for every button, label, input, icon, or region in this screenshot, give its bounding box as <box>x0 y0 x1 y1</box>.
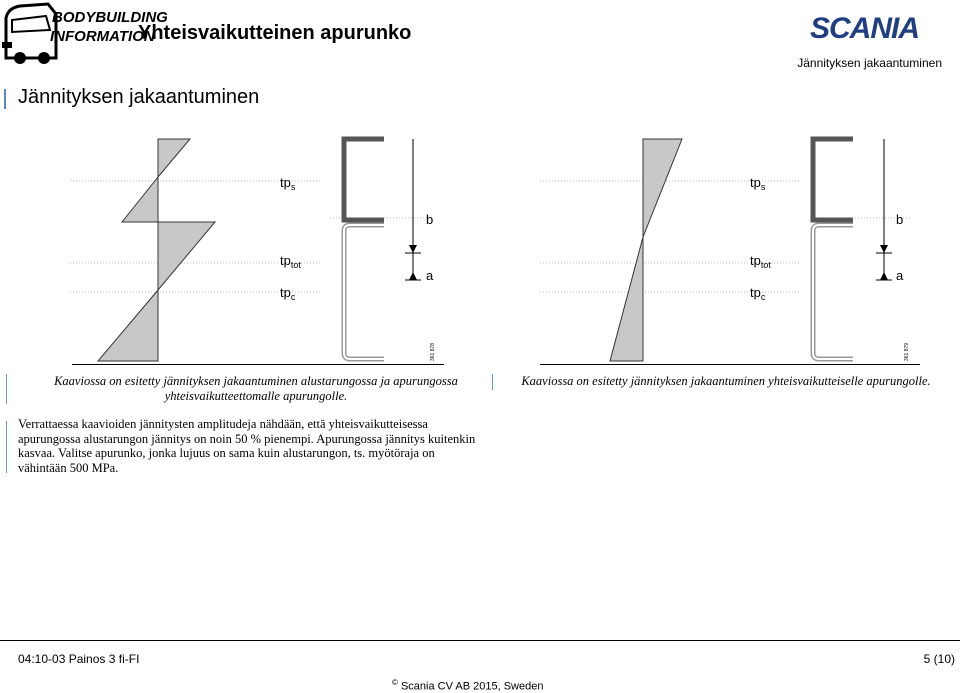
label-a: a <box>896 268 904 283</box>
copyright-symbol: © <box>392 678 398 687</box>
stress-area-lower-tension <box>158 222 215 290</box>
stress-area-upper-compression <box>122 177 158 222</box>
copyright: © Scania CV AB 2015, Sweden <box>392 678 544 693</box>
bodybuilding-information-logo <box>0 0 168 71</box>
stress-diagram-right <box>480 125 960 365</box>
label-a: a <box>426 268 434 283</box>
label-tpc: $tp_c$ <box>280 285 296 302</box>
figure-caption-right: Kaaviossa on esitetty jännityksen jakaantuminen yhteisvaikutteiselle apurungolle. <box>521 374 931 388</box>
stress-area-lower <box>98 290 158 361</box>
label-tps: $tp_s$ <box>280 175 296 192</box>
section-title: Jännityksen jakaantuminen <box>18 86 260 108</box>
stress-area-compression <box>610 237 643 361</box>
label-b: b <box>426 212 434 227</box>
stress-area-upper <box>158 139 190 177</box>
label-tptot: $tp_{tot}$ <box>750 253 771 270</box>
change-bar <box>6 421 7 473</box>
label-tptot: $tp_{tot}$ <box>280 253 301 270</box>
body-paragraph: Verrattaessa kaavioiden jännitysten amplitudeja nähdään, että yhteisvaikutteisessa apurungossa alustarungon jännitys on noin 50 % pienempi. Apurungossa jännitys kuitenkin kasvaa. Valitse apurunko, jonka lujuus on sama kuin alustarungon, ts. myötöraja on vähintään 500 MPa. <box>18 417 476 475</box>
subframe-profile-lower <box>813 225 853 359</box>
stress-area-tension <box>643 139 682 237</box>
footer-rule <box>0 640 960 641</box>
figure-baseline-left <box>72 364 444 365</box>
change-bar <box>6 374 7 404</box>
label-b: b <box>896 212 904 227</box>
label-tps: $tp_s$ <box>750 175 766 192</box>
page-number: 5 (10) <box>923 652 955 666</box>
header-section-label: Jännityksen jakaantuminen <box>797 56 942 70</box>
document-id: 04:10-03 Painos 3 fi-FI <box>18 652 140 666</box>
stress-diagram-left <box>0 125 480 365</box>
frame-profile-upper <box>813 139 853 220</box>
figure-stamp: 361 878 <box>430 342 436 361</box>
scania-wordmark: SCANIA <box>810 12 920 45</box>
figure-stamp: 361 879 <box>904 342 910 361</box>
logo-text-line1: BODYBUILDING <box>52 9 168 26</box>
figure-caption-left: Kaaviossa on esitetty jännityksen jakaantuminen alustarungossa ja apurungossa yhteisvaikutteettomalle apurungolle. <box>54 374 458 403</box>
change-bar <box>492 374 493 390</box>
frame-profile-upper <box>344 139 384 220</box>
document-title: Yhteisvaikutteinen apurunko <box>138 22 412 44</box>
logo-text-line2: INFORMATION <box>50 28 155 45</box>
scania-logo <box>810 12 956 47</box>
subframe-profile-lower <box>344 225 384 359</box>
figure-baseline-right <box>540 364 920 365</box>
change-bar <box>4 89 6 109</box>
label-tpc: $tp_c$ <box>750 285 766 302</box>
